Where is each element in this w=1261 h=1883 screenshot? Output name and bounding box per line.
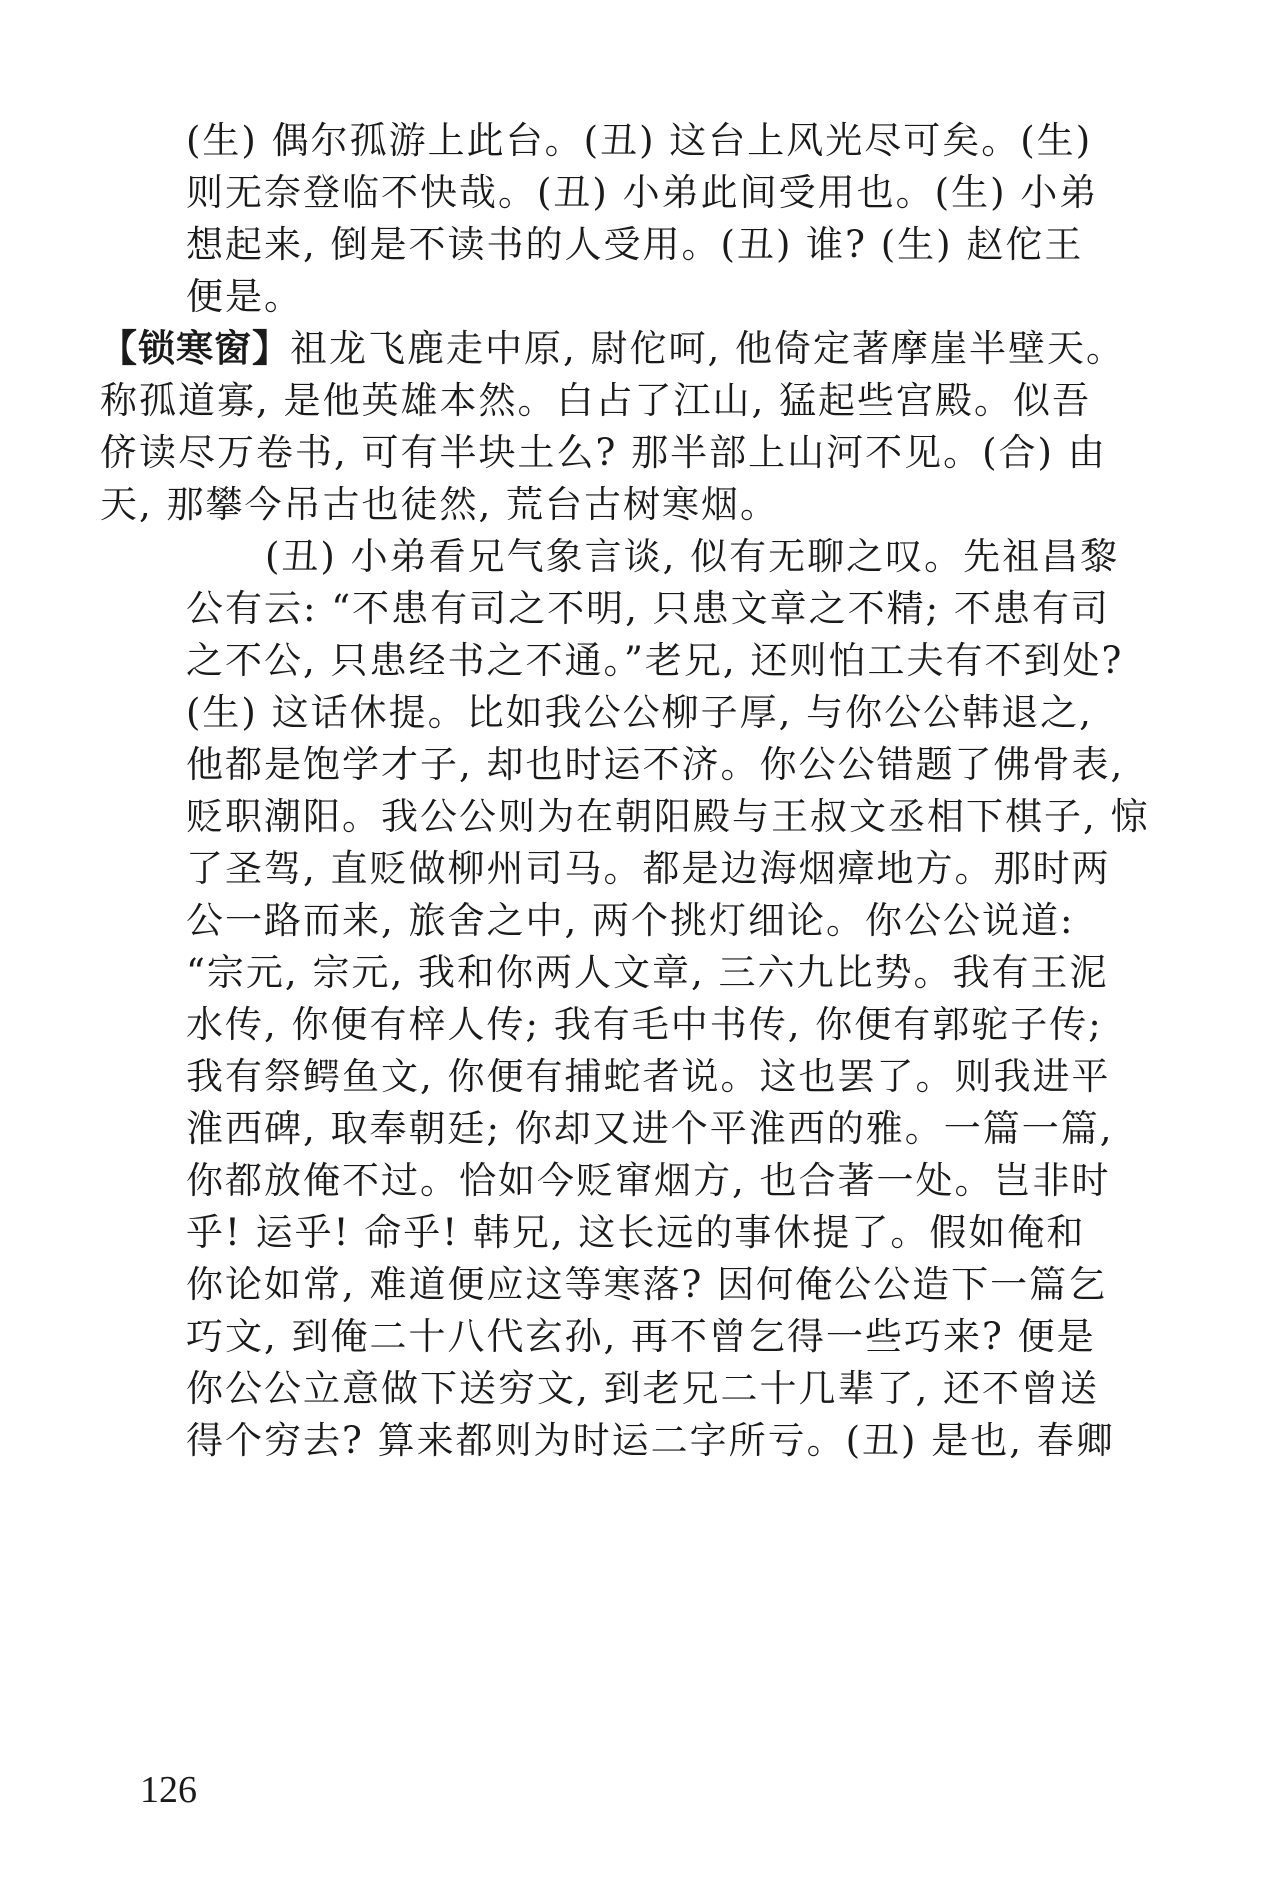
dialogue-line: (生) 这话休提。比如我公公柳子厚, 与你公公韩退之, (186, 691, 1093, 734)
dialogue-line: 乎! 运乎! 命乎! 韩兄, 这长远的事休提了。假如俺和 (186, 1211, 1086, 1254)
dialogue-line: 他都是饱学才子, 却也时运不济。你公公错题了佛骨表, (186, 743, 1125, 786)
dialogue-line: 你论如常, 难道便应这等寒落? 因何俺公公造下一篇乞 (186, 1263, 1108, 1306)
song-line: 侪读尽万卷书, 可有半块土么? 那半部上山河不见。(合) 由 (100, 431, 1107, 474)
dialogue-line: (丑) 小弟看兄气象言谈, 似有无聊之叹。先祖昌黎 (265, 535, 1120, 578)
dialogue-line: 你公公立意做下送穷文, 到老兄二十几辈了, 还不曾送 (186, 1367, 1100, 1410)
dialogue-line: “宗元, 宗元, 我和你两人文章, 三六九比势。我有王泥 (186, 951, 1109, 994)
dialogue-line: 便是。 (186, 275, 303, 318)
dialogue-line: 则无奈登临不快哉。(丑) 小弟此间受用也。(生) 小弟 (186, 171, 1099, 214)
dialogue-line: 得个穷去? 算来都则为时运二字所亏。(丑) 是也, 春卿 (186, 1419, 1115, 1462)
dialogue-line: 淮西碑, 取奉朝廷; 你却又进个平淮西的雅。一篇一篇, (186, 1107, 1114, 1150)
page-number: 126 (140, 1769, 197, 1811)
dialogue-line: (生) 偶尔孤游上此台。(丑) 这台上风光尽可矣。(生) (186, 119, 1093, 162)
dialogue-line: 我有祭鳄鱼文, 你便有捕蛇者说。这也罢了。则我进平 (186, 1055, 1111, 1098)
dialogue-line: 水传, 你便有梓人传; 我有毛中书传, 你便有郭驼子传; (186, 1003, 1103, 1046)
dialogue-line: 公有云: “不患有司之不明, 只患文章之不精; 不患有司 (186, 587, 1110, 630)
dialogue-line: 想起来, 倒是不读书的人受用。(丑) 谁? (生) 赵佗王 (186, 223, 1084, 266)
song-line: 天, 那攀今吊古也徒然, 荒台古树寒烟。 (100, 483, 780, 526)
tune-title: 【锁寒窗】 (100, 327, 290, 370)
dialogue-line: 公一路而来, 旅舍之中, 两个挑灯细论。你公公说道: (186, 899, 1075, 942)
song-line: 称孤道寡, 是他英雄本然。白占了江山, 猛起些宫殿。似吾 (100, 379, 1092, 422)
dialogue-line: 之不公, 只患经书之不通。”老兄, 还则怕工夫有不到处? (186, 639, 1124, 682)
song-line: 祖龙飞鹿走中原, 尉佗呵, 他倚定著摩崖半壁天。 (290, 327, 1126, 370)
dialogue-line: 巧文, 到俺二十八代玄孙, 再不曾乞得一些巧来? 便是 (186, 1315, 1096, 1358)
dialogue-line: 了圣驾, 直贬做柳州司马。都是边海烟瘴地方。那时两 (186, 847, 1111, 890)
dialogue-line: 你都放俺不过。恰如今贬窜烟方, 也合著一处。岂非时 (186, 1159, 1111, 1202)
dialogue-line: 贬职潮阳。我公公则为在朝阳殿与王叔文丞相下棋子, 惊 (186, 795, 1150, 838)
